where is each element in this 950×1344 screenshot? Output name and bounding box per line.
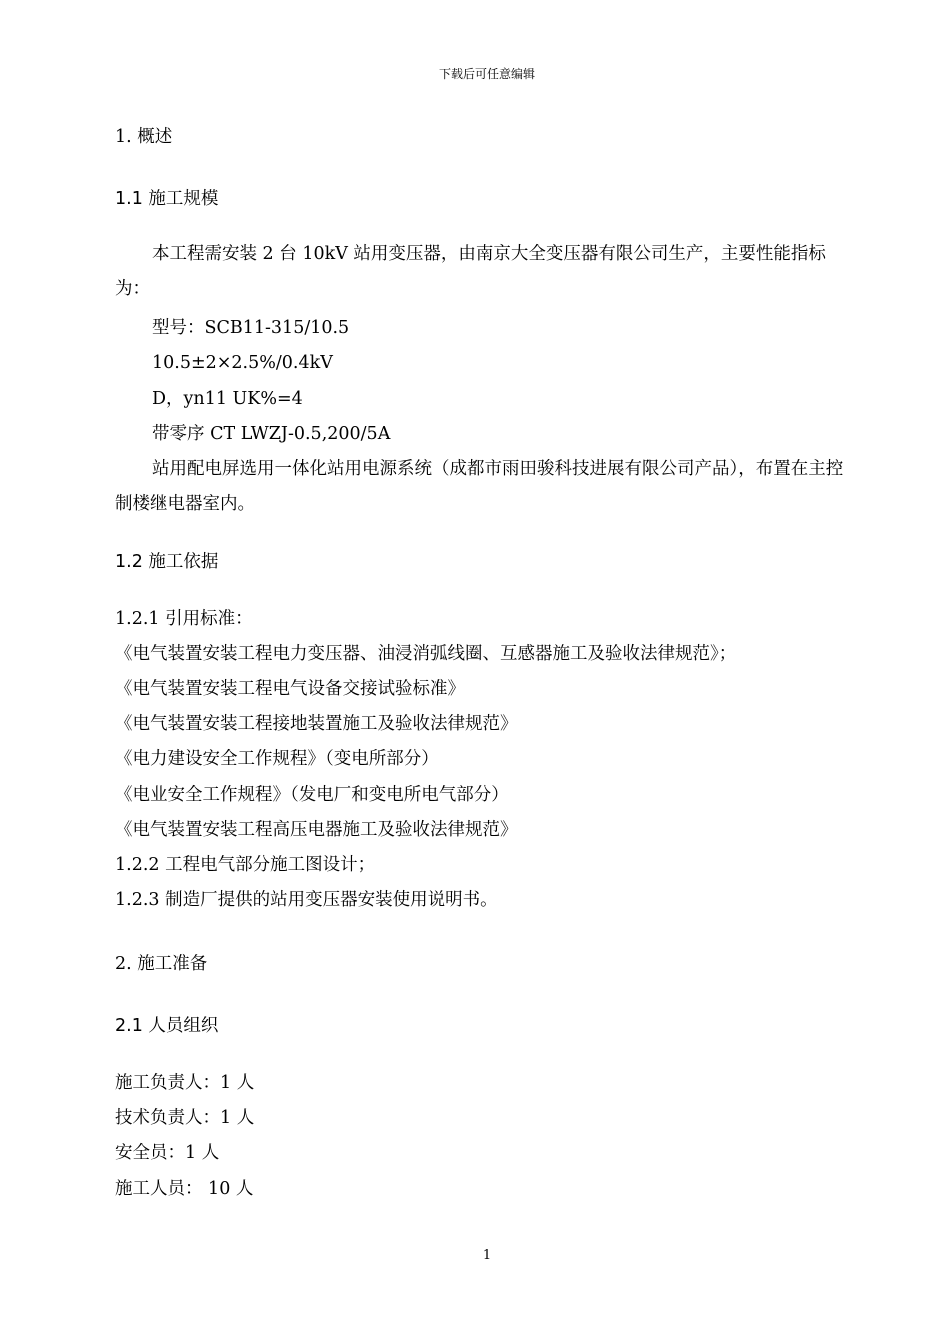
paragraph-distribution: 站用配电屏选用一体化站用电源系统（成都市雨田骏科技进展有限公司产品），布置在主控制楼继电器室内。 [115, 459, 844, 514]
paragraph-scale: 本工程需安装 2 台 10kV 站用变压器，由南京大全变压器有限公司生产，主要性能指标为： [115, 244, 826, 299]
standard-item: 《电气装置安装工程高压电器施工及验收法律规范》 [115, 820, 518, 840]
heading-1-2-1: 1.2.1 引用标准： [115, 609, 253, 629]
standard-item: 《电业安全工作规程》（发电厂和变电所电气部分） [115, 785, 509, 805]
spec-model: 型号：SCB11-315/10.5 [152, 318, 350, 338]
heading-1-2-3: 1.2.3 制造厂提供的站用变压器安装使用说明书。 [115, 890, 498, 910]
standard-item: 《电气装置安装工程接地装置施工及验收法律规范》 [115, 714, 518, 734]
staff-item: 技术负责人：1 人 [115, 1108, 255, 1128]
spec-voltage: 10.5±2×2.5%/0.4kV [152, 353, 333, 373]
page-number: 1 [482, 1248, 492, 1263]
heading-1-1: 1.1 施工规模 [115, 189, 219, 209]
spec-connection: D，yn11 UK%=4 [152, 389, 303, 409]
staff-item: 施工负责人：1 人 [115, 1073, 255, 1093]
standard-item: 《电气装置安装工程电气设备交接试验标准》 [115, 679, 465, 699]
staff-item: 施工人员： 10 人 [115, 1179, 254, 1199]
heading-1: 1. 概述 [115, 127, 173, 147]
heading-1-2-2: 1.2.2 工程电气部分施工图设计； [115, 855, 376, 875]
page-header: 下载后可任意编辑 [438, 67, 535, 81]
standard-item: 《电力建设安全工作规程》（变电所部分） [115, 749, 439, 769]
heading-2-1: 2.1 人员组织 [115, 1016, 219, 1036]
spec-ct: 带零序 CT LWZJ-0.5,200/5A [152, 424, 391, 444]
heading-1-2: 1.2 施工依据 [115, 552, 219, 572]
standard-item: 《电气装置安装工程电力变压器、油浸消弧线圈、互感器施工及验收法律规范》； [115, 644, 737, 664]
staff-item: 安全员：1 人 [115, 1143, 220, 1163]
heading-2: 2. 施工准备 [115, 954, 208, 974]
